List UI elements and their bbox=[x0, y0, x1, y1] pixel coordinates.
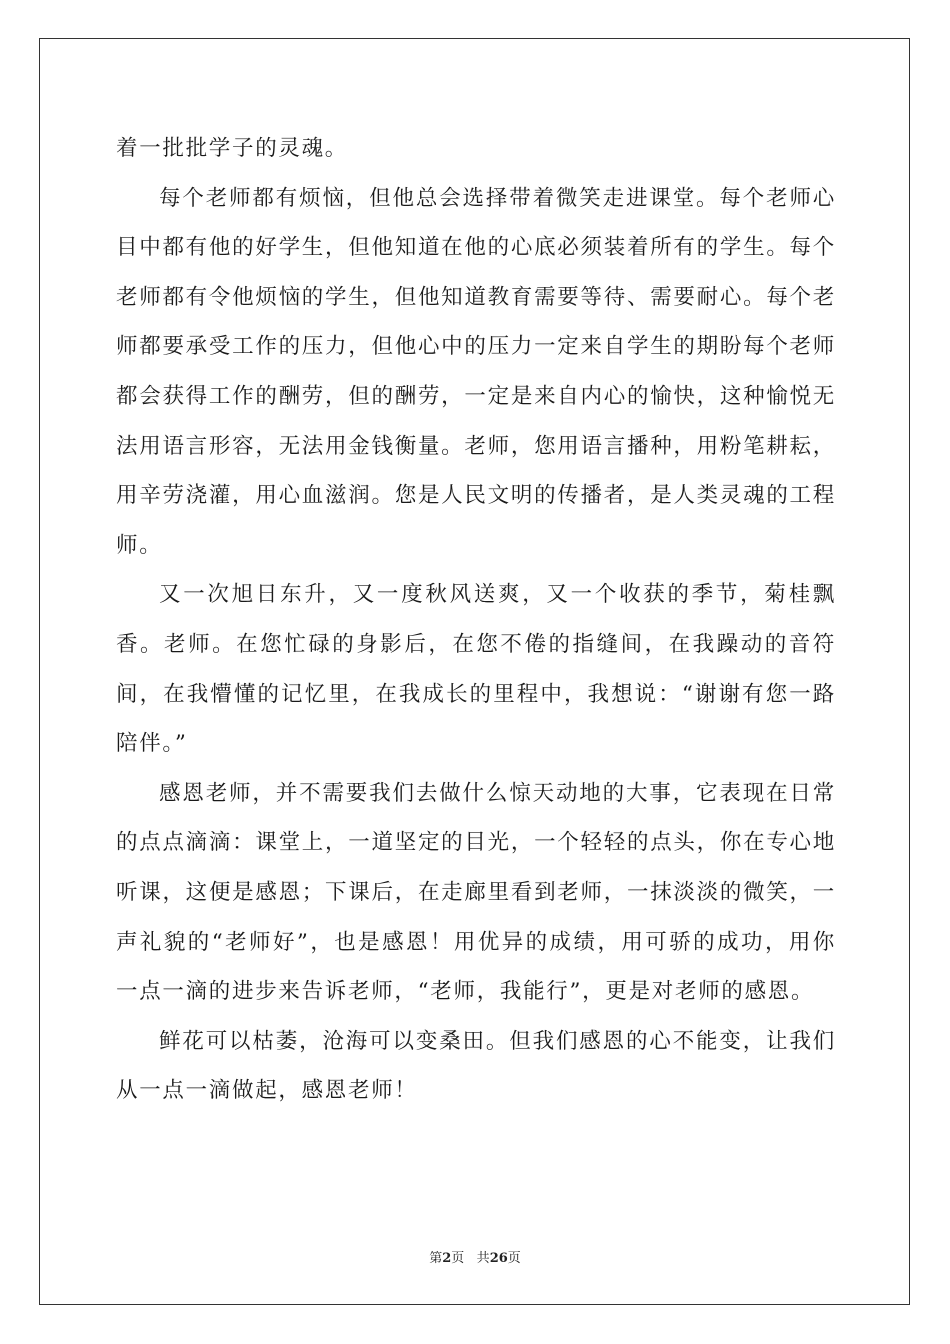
paragraph-3: 又一次旭日东升，又一度秋风送爽，又一个收获的季节，菊桂飘香。老师。在您忙碌的身影后，在您不倦的指缝间，在我躁动的音符间，在我懵懂的记忆里，在我成长的里程中，我想说：“谢谢有您一路陪伴。” bbox=[116, 582, 836, 757]
page-prefix: 第 bbox=[429, 1251, 443, 1266]
page-number: 2 bbox=[442, 1251, 452, 1266]
page-suffix: 页 bbox=[451, 1251, 465, 1266]
paragraph-5: 鲜花可以枯萎，沧海可以变桑田。但我们感恩的心不能变，让我们从一点一滴做起，感恩老师！ bbox=[116, 1028, 836, 1104]
total-pages: 26 bbox=[489, 1251, 508, 1266]
paragraph-1: 着一批批学子的灵魂。 bbox=[116, 136, 349, 161]
total-prefix: 共 bbox=[476, 1251, 490, 1266]
document-body bbox=[116, 124, 836, 1116]
total-suffix: 页 bbox=[507, 1251, 521, 1266]
page-footer bbox=[0, 1247, 950, 1266]
paragraph-4: 感恩老师，并不需要我们去做什么惊天动地的大事，它表现在日常的点点滴滴：课堂上，一道坚定的目光，一个轻轻的点头，你在专心地听课，这便是感恩；下课后，在走廊里看到老师，一抹淡淡的微笑，一声礼貌的“老师好”，也是感恩！用优异的成绩，用可骄的成功，用你一点一滴的进步来告诉老师，“老师，我能行”，更是对老师的感恩。 bbox=[116, 780, 836, 1005]
paragraph-2: 每个老师都有烦恼，但他总会选择带着微笑走进课堂。每个老师心目中都有他的好学生，但他知道在他的心底必须装着所有的学生。每个老师都有令他烦恼的学生，但他知道教育需要等待、需要耐心。每个老师都要承受工作的压力，但他心中的压力一定来自学生的期盼每个老师都会获得工作的酬劳，但的酬劳，一定是来自内心的愉快，这种愉悦无法用语言形容，无法用金钱衡量。老师，您用语言播种，用粉笔耕耘，用辛劳浇灌，用心血滋润。您是人民文明的传播者，是人类灵魂的工程师。 bbox=[116, 185, 836, 558]
